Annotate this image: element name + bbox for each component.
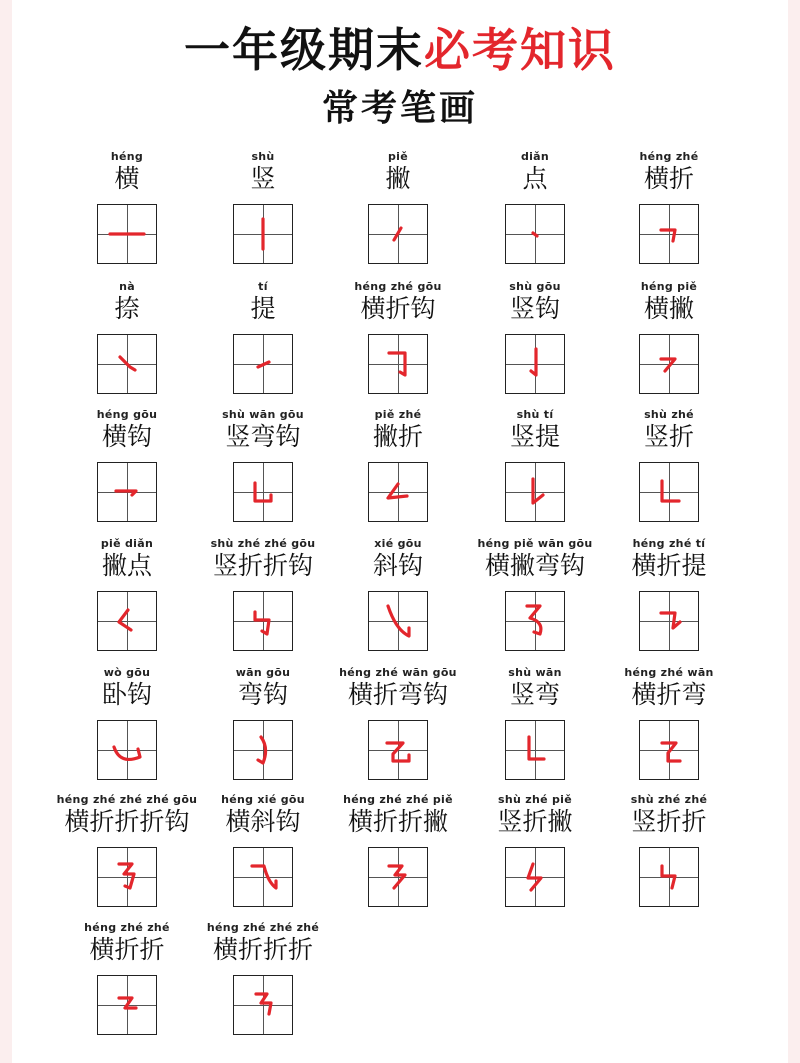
stroke-diagram xyxy=(98,848,156,906)
stroke-name: 横钩 xyxy=(101,422,152,451)
red-stroke-hengzhezhezhegou xyxy=(119,864,134,888)
stroke-card xyxy=(188,537,338,651)
stroke-name: 横 xyxy=(114,164,140,193)
tian-zi-grid xyxy=(368,334,428,394)
stroke-card xyxy=(323,150,473,264)
red-stroke-piedian xyxy=(119,610,131,630)
stroke-diagram xyxy=(234,592,292,650)
red-stroke-shuzhezhegou xyxy=(255,612,269,634)
stroke-diagram xyxy=(640,205,698,263)
tian-zi-grid xyxy=(639,720,699,780)
stroke-diagram xyxy=(506,463,564,521)
stroke-name: 横撇弯钩 xyxy=(484,551,585,580)
stroke-pinyin: héng xié gōu xyxy=(221,793,305,806)
stroke-name: 竖 xyxy=(250,164,276,193)
stroke-diagram xyxy=(234,721,292,779)
stroke-pinyin: shù zhé piě xyxy=(498,793,572,806)
red-stroke-pie xyxy=(394,228,401,240)
stroke-name: 横折弯钩 xyxy=(347,680,448,709)
tian-zi-grid xyxy=(505,591,565,651)
red-stroke-shuzhe xyxy=(662,481,679,501)
red-stroke-na xyxy=(120,357,135,370)
stroke-diagram xyxy=(98,463,156,521)
stroke-card xyxy=(460,408,610,522)
stroke-card xyxy=(594,408,744,522)
red-stroke-hengzhegou xyxy=(389,353,405,375)
stroke-diagram xyxy=(98,205,156,263)
tian-zi-grid xyxy=(368,462,428,522)
stroke-diagram xyxy=(369,463,427,521)
page-subtitle: 常考笔画 xyxy=(321,87,478,129)
stroke-name: 竖折 xyxy=(643,422,694,451)
tian-zi-grid xyxy=(505,847,565,907)
stroke-name: 横折钩 xyxy=(360,294,436,323)
stroke-pinyin: shù zhé xyxy=(644,408,694,421)
red-stroke-xiegou xyxy=(388,606,409,636)
stroke-diagram xyxy=(98,721,156,779)
tian-zi-grid xyxy=(97,847,157,907)
stroke-diagram xyxy=(506,335,564,393)
stroke-name: 竖提 xyxy=(509,422,560,451)
tian-zi-grid xyxy=(505,462,565,522)
red-stroke-piezhe xyxy=(388,484,407,498)
stroke-card xyxy=(594,150,744,264)
stroke-name: 撇点 xyxy=(101,551,152,580)
stroke-pinyin: shù wān gōu xyxy=(222,408,304,421)
tian-zi-grid xyxy=(97,975,157,1035)
stroke-card xyxy=(323,793,473,907)
red-stroke-shuwangou xyxy=(255,483,271,501)
tian-zi-grid xyxy=(639,204,699,264)
stroke-pinyin: héng zhé wān xyxy=(624,666,714,679)
stroke-diagram xyxy=(640,848,698,906)
stroke-diagram xyxy=(506,592,564,650)
tian-zi-grid xyxy=(233,847,293,907)
stroke-pinyin: héng zhé zhé zhé gōu xyxy=(56,793,198,806)
stroke-card xyxy=(460,280,610,394)
stroke-card xyxy=(52,408,202,522)
stroke-card xyxy=(188,150,338,264)
stroke-diagram xyxy=(640,463,698,521)
stroke-name: 点 xyxy=(522,164,548,193)
tian-zi-grid xyxy=(368,204,428,264)
stroke-card xyxy=(52,150,202,264)
stroke-diagram xyxy=(98,335,156,393)
stroke-name: 竖折折 xyxy=(631,807,707,836)
stroke-diagram xyxy=(640,721,698,779)
stroke-pinyin: shù zhé zhé gōu xyxy=(210,537,316,550)
red-stroke-hengzhezhe xyxy=(119,998,136,1008)
stroke-pinyin: diǎn xyxy=(520,150,550,163)
stroke-card xyxy=(188,666,338,780)
stroke-card xyxy=(460,537,610,651)
stroke-name: 横撇 xyxy=(643,294,694,323)
red-stroke-shuzhepie xyxy=(528,864,541,890)
stroke-card xyxy=(594,666,744,780)
red-stroke-hengpiewangou xyxy=(527,606,541,634)
stroke-diagram xyxy=(369,848,427,906)
tian-zi-grid xyxy=(639,462,699,522)
stroke-name: 竖弯 xyxy=(509,680,560,709)
stroke-card xyxy=(52,537,202,651)
stroke-diagram xyxy=(98,592,156,650)
red-stroke-hengzhewan xyxy=(662,743,680,761)
stroke-name: 竖弯钩 xyxy=(225,422,301,451)
stroke-name: 横折弯 xyxy=(631,680,707,709)
stroke-card xyxy=(460,666,610,780)
red-stroke-dian xyxy=(533,233,537,236)
stroke-pinyin: shù wān xyxy=(508,666,562,679)
stroke-diagram xyxy=(234,205,292,263)
tian-zi-grid xyxy=(368,847,428,907)
stroke-diagram xyxy=(506,721,564,779)
stroke-card xyxy=(188,793,338,907)
stroke-name: 横折折撇 xyxy=(347,807,448,836)
stroke-name: 弯钩 xyxy=(237,680,288,709)
stroke-pinyin: piě xyxy=(387,150,408,163)
stroke-pinyin: héng zhé xyxy=(639,150,699,163)
stroke-card xyxy=(594,793,744,907)
stroke-card xyxy=(52,921,202,1035)
tian-zi-grid xyxy=(97,334,157,394)
stroke-card xyxy=(52,280,202,394)
title-accent: 必考知识 xyxy=(424,23,616,77)
stroke-pinyin: piě diǎn xyxy=(100,537,154,550)
red-stroke-henggou xyxy=(116,491,136,495)
title-main: 一年级期末 xyxy=(184,23,424,77)
stroke-pinyin: wò gōu xyxy=(103,666,151,679)
stroke-card xyxy=(323,280,473,394)
stroke-card xyxy=(188,280,338,394)
stroke-card xyxy=(460,150,610,264)
stroke-diagram xyxy=(234,976,292,1034)
red-stroke-shuti xyxy=(533,479,543,503)
red-stroke-hengzheti xyxy=(661,613,680,628)
red-stroke-hengxiegou xyxy=(252,866,276,888)
stroke-pinyin: nà xyxy=(119,280,135,293)
stroke-card xyxy=(323,537,473,651)
stroke-name: 横折折 xyxy=(89,935,165,964)
tian-zi-grid xyxy=(505,720,565,780)
stroke-diagram xyxy=(98,976,156,1034)
stroke-diagram xyxy=(234,463,292,521)
stroke-pinyin: héng gōu xyxy=(96,408,158,421)
stroke-card xyxy=(52,793,202,907)
tian-zi-grid xyxy=(368,720,428,780)
tian-zi-grid xyxy=(233,334,293,394)
stroke-pinyin: tí xyxy=(258,280,268,293)
stroke-diagram xyxy=(369,592,427,650)
stroke-diagram xyxy=(234,335,292,393)
red-stroke-ti xyxy=(258,362,269,367)
red-stroke-hengzhewangou xyxy=(387,743,409,761)
red-stroke-shuwan xyxy=(529,737,544,759)
stroke-diagram xyxy=(640,592,698,650)
stroke-card xyxy=(52,666,202,780)
stroke-pinyin: wān gōu xyxy=(235,666,291,679)
stroke-diagram xyxy=(506,848,564,906)
tian-zi-grid xyxy=(97,591,157,651)
stroke-name: 竖钩 xyxy=(509,294,560,323)
tian-zi-grid xyxy=(97,720,157,780)
stroke-pinyin: héng zhé gōu xyxy=(354,280,442,293)
stroke-name: 提 xyxy=(250,294,276,323)
tian-zi-grid xyxy=(97,462,157,522)
stroke-pinyin: héng zhé zhé zhé xyxy=(206,921,320,934)
stroke-card xyxy=(460,793,610,907)
tian-zi-grid xyxy=(505,334,565,394)
stroke-card xyxy=(594,537,744,651)
red-stroke-shuzhezhe xyxy=(662,866,675,888)
stroke-card xyxy=(188,408,338,522)
stroke-name: 横折 xyxy=(643,164,694,193)
stroke-name: 撇 xyxy=(385,164,411,193)
stroke-pinyin: shù gōu xyxy=(509,280,561,293)
stroke-diagram xyxy=(640,335,698,393)
stroke-name: 斜钩 xyxy=(372,551,423,580)
tian-zi-grid xyxy=(233,975,293,1035)
red-stroke-hengpie xyxy=(661,359,675,371)
stroke-pinyin: héng zhé tí xyxy=(632,537,706,550)
tian-zi-grid xyxy=(233,720,293,780)
red-stroke-wogou xyxy=(114,747,140,759)
stroke-name: 横斜钩 xyxy=(225,807,301,836)
stroke-card xyxy=(594,280,744,394)
stroke-pinyin: héng piě xyxy=(640,280,698,293)
stroke-card xyxy=(323,666,473,780)
stroke-pinyin: shù zhé zhé xyxy=(630,793,708,806)
stroke-pinyin: piě zhé xyxy=(374,408,422,421)
stroke-pinyin: shù xyxy=(251,150,275,163)
stroke-name: 横折提 xyxy=(631,551,707,580)
page-title xyxy=(0,14,800,80)
stroke-pinyin: héng piě wān gōu xyxy=(477,537,593,550)
red-stroke-hengzhezhepie xyxy=(389,866,405,888)
red-stroke-shugou xyxy=(531,349,536,375)
stroke-name: 卧钩 xyxy=(101,680,152,709)
tian-zi-grid xyxy=(639,847,699,907)
stroke-diagram xyxy=(506,205,564,263)
stroke-diagram xyxy=(234,848,292,906)
stroke-name: 撇折 xyxy=(372,422,423,451)
tian-zi-grid xyxy=(233,204,293,264)
red-stroke-wangou xyxy=(258,737,266,763)
stroke-name: 竖折撇 xyxy=(497,807,573,836)
stroke-pinyin: xié gōu xyxy=(374,537,422,550)
stroke-pinyin: héng zhé wān gōu xyxy=(339,666,457,679)
stroke-card xyxy=(188,921,338,1035)
stroke-name: 竖折折钩 xyxy=(212,551,313,580)
stroke-diagram xyxy=(369,205,427,263)
stroke-pinyin: héng zhé zhé xyxy=(84,921,170,934)
tian-zi-grid xyxy=(233,462,293,522)
stroke-diagram xyxy=(369,721,427,779)
stroke-name: 横折折折钩 xyxy=(64,807,190,836)
tian-zi-grid xyxy=(368,591,428,651)
tian-zi-grid xyxy=(505,204,565,264)
tian-zi-grid xyxy=(639,591,699,651)
stroke-card xyxy=(323,408,473,522)
stroke-pinyin: héng zhé zhé piě xyxy=(343,793,453,806)
tian-zi-grid xyxy=(639,334,699,394)
stroke-name: 横折折折 xyxy=(212,935,313,964)
stroke-diagram xyxy=(369,335,427,393)
tian-zi-grid xyxy=(233,591,293,651)
stroke-pinyin: héng xyxy=(110,150,144,163)
red-stroke-hengzhezhezhe xyxy=(256,994,271,1014)
red-stroke-hengzhe xyxy=(661,230,675,241)
tian-zi-grid xyxy=(97,204,157,264)
stroke-pinyin: shù tí xyxy=(516,408,554,421)
stroke-name: 捺 xyxy=(114,294,140,323)
